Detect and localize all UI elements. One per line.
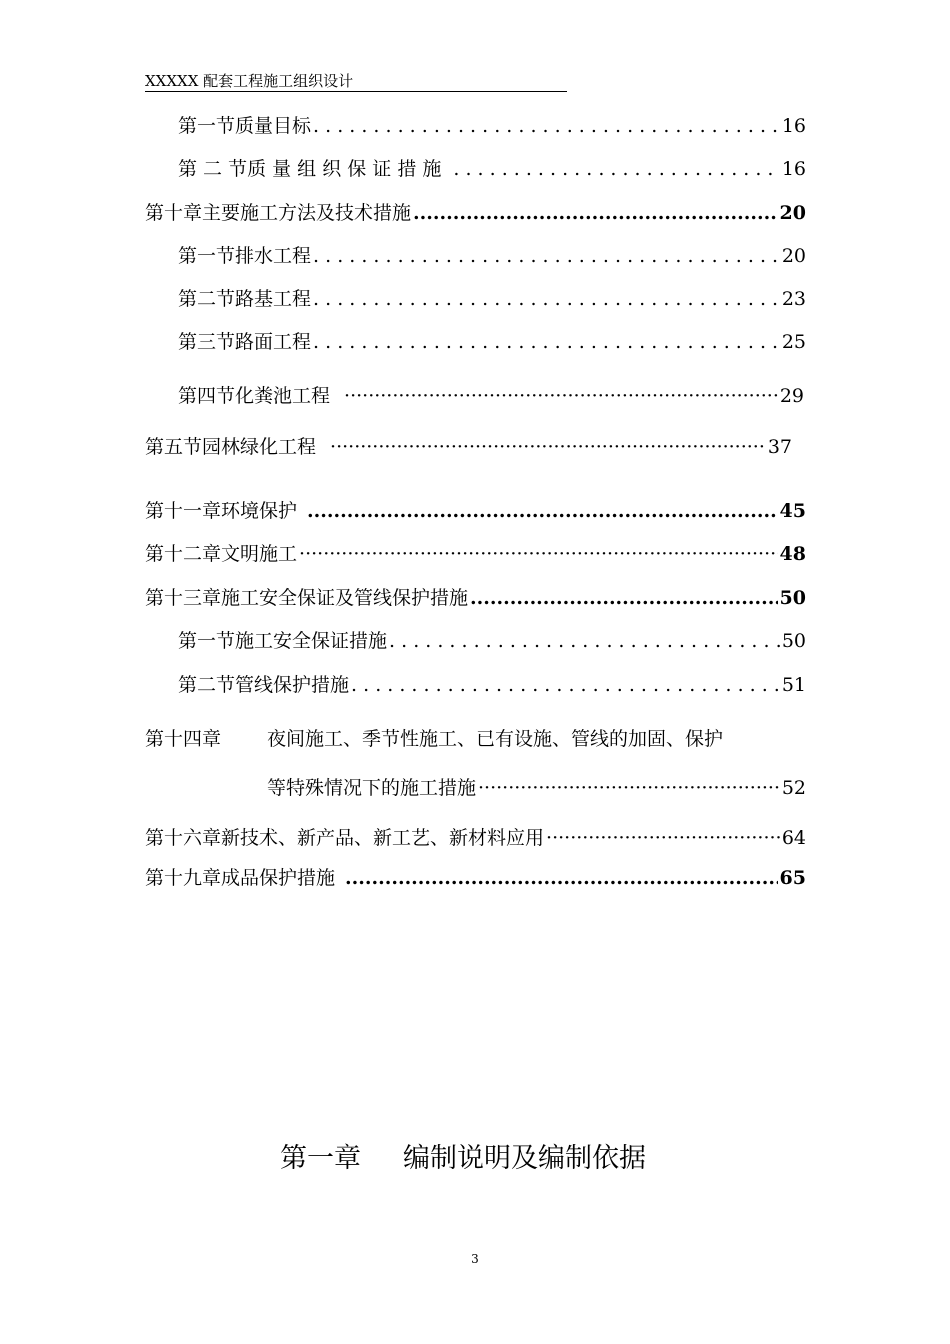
toc-entry-title: 施工安全保证及管线保护措施 xyxy=(221,587,469,609)
chapter-title: 编制说明及编制依据 xyxy=(403,1143,646,1174)
toc-leader xyxy=(389,629,780,653)
toc-leader xyxy=(351,673,780,697)
toc-leader xyxy=(478,776,780,800)
toc-entry-page: 25 xyxy=(781,331,806,353)
toc-entry[interactable] xyxy=(145,727,806,751)
toc-entry-continuation[interactable] xyxy=(267,776,806,800)
toc-entry-label: 第十一章 xyxy=(145,500,222,522)
toc-entry[interactable] xyxy=(145,499,806,523)
toc-entry[interactable] xyxy=(145,826,806,850)
toc-entry-label: 第三节 xyxy=(178,331,236,353)
page-number: 3 xyxy=(471,1252,479,1266)
toc-entry[interactable] xyxy=(178,157,806,181)
toc-entry-page: 45 xyxy=(779,500,806,522)
toc-entry[interactable] xyxy=(178,244,806,268)
toc-entry-label: 第一节 xyxy=(178,115,236,137)
toc-leader xyxy=(330,435,766,459)
toc-entry-page: 23 xyxy=(781,288,806,310)
chapter-heading xyxy=(280,1142,646,1176)
running-header: XXXXX 配套工程施工组织设计 xyxy=(145,72,567,92)
toc-entry[interactable] xyxy=(145,542,806,566)
toc-leader xyxy=(453,157,779,181)
toc-leader xyxy=(470,586,778,610)
toc-entry-page: 16 xyxy=(781,115,806,137)
toc-entry-label: 第二节 xyxy=(178,674,236,696)
toc-entry-label: 第十六章 xyxy=(145,827,222,849)
toc-entry-page: 20 xyxy=(779,202,806,224)
toc-entry[interactable] xyxy=(145,201,806,225)
toc-entry-page: 50 xyxy=(779,587,806,609)
toc-entry-title: 夜间施工、季节性施工、已有设施、管线的加固、保护 xyxy=(267,728,724,750)
toc-entry-title: 成品保护措施 xyxy=(221,867,336,889)
toc-leader xyxy=(345,866,778,890)
toc-leader xyxy=(307,499,778,523)
toc-entry-page: 51 xyxy=(781,674,806,696)
toc-entry[interactable] xyxy=(178,384,804,408)
toc-entry-title: 等特殊情况下的施工措施 xyxy=(267,777,477,799)
toc-entry[interactable] xyxy=(145,435,792,459)
toc-entry-title: 路面工程 xyxy=(235,331,312,353)
toc-entry-page: 48 xyxy=(779,543,806,565)
toc-entry-title: 质量目标 xyxy=(235,115,312,137)
toc-entry[interactable] xyxy=(178,673,806,697)
toc-leader xyxy=(413,201,778,225)
toc-entry-title: 园林绿化工程 xyxy=(202,436,317,458)
toc-entry-title: 环境保护 xyxy=(221,500,298,522)
toc-entry[interactable] xyxy=(178,629,806,653)
toc-entry-page: 20 xyxy=(781,245,806,267)
toc-entry-page: 65 xyxy=(779,867,806,889)
toc-entry-page: 52 xyxy=(781,777,806,799)
toc-entry-title: 施工安全保证措施 xyxy=(235,630,388,652)
toc-entry-label: 第十章 xyxy=(145,202,203,224)
toc-entry-label: 第 二 节 xyxy=(178,158,248,180)
toc-entry-page: 16 xyxy=(781,158,806,180)
toc-entry-label: 第二节 xyxy=(178,288,236,310)
toc-entry[interactable] xyxy=(145,866,806,890)
toc-entry-title: 新技术、新产品、新工艺、新材料应用 xyxy=(221,827,545,849)
toc-entry-title: 主要施工方法及技术措施 xyxy=(202,202,412,224)
toc-entry-page: 37 xyxy=(767,436,792,458)
toc-entry-label: 第十九章 xyxy=(145,867,222,889)
chapter-label: 第一章 xyxy=(280,1143,361,1174)
toc-entry-label: 第四节 xyxy=(178,385,236,407)
toc-entry-label: 第一节 xyxy=(178,245,236,267)
toc-entry-page: 50 xyxy=(781,630,806,652)
toc-leader xyxy=(313,330,780,354)
toc-leader xyxy=(313,244,780,268)
toc-entry-title: 质 量 组 织 保 证 措 施 xyxy=(247,158,442,180)
toc-entry-title: 管线保护措施 xyxy=(235,674,350,696)
toc-entry-page: 29 xyxy=(779,385,804,407)
toc-entry[interactable] xyxy=(178,330,806,354)
toc-leader xyxy=(313,114,780,138)
toc-leader xyxy=(299,542,778,566)
toc-entry-label: 第十四章 xyxy=(145,728,222,750)
toc-entry-title: 路基工程 xyxy=(235,288,312,310)
toc-entry-label: 第十三章 xyxy=(145,587,222,609)
toc-entry-label: 第五节 xyxy=(145,436,203,458)
toc-leader xyxy=(546,826,780,850)
toc-entry[interactable] xyxy=(178,114,806,138)
toc-entry[interactable] xyxy=(178,287,806,311)
toc-entry-label: 第十二章 xyxy=(145,543,222,565)
toc-leader xyxy=(313,287,780,311)
toc-entry-title: 排水工程 xyxy=(235,245,312,267)
toc-entry-page: 64 xyxy=(781,827,806,849)
toc-entry[interactable] xyxy=(145,586,806,610)
toc-entry-title: 化粪池工程 xyxy=(235,385,331,407)
toc-entry-title: 文明施工 xyxy=(221,543,298,565)
toc-leader xyxy=(344,384,778,408)
toc-entry-label: 第一节 xyxy=(178,630,236,652)
